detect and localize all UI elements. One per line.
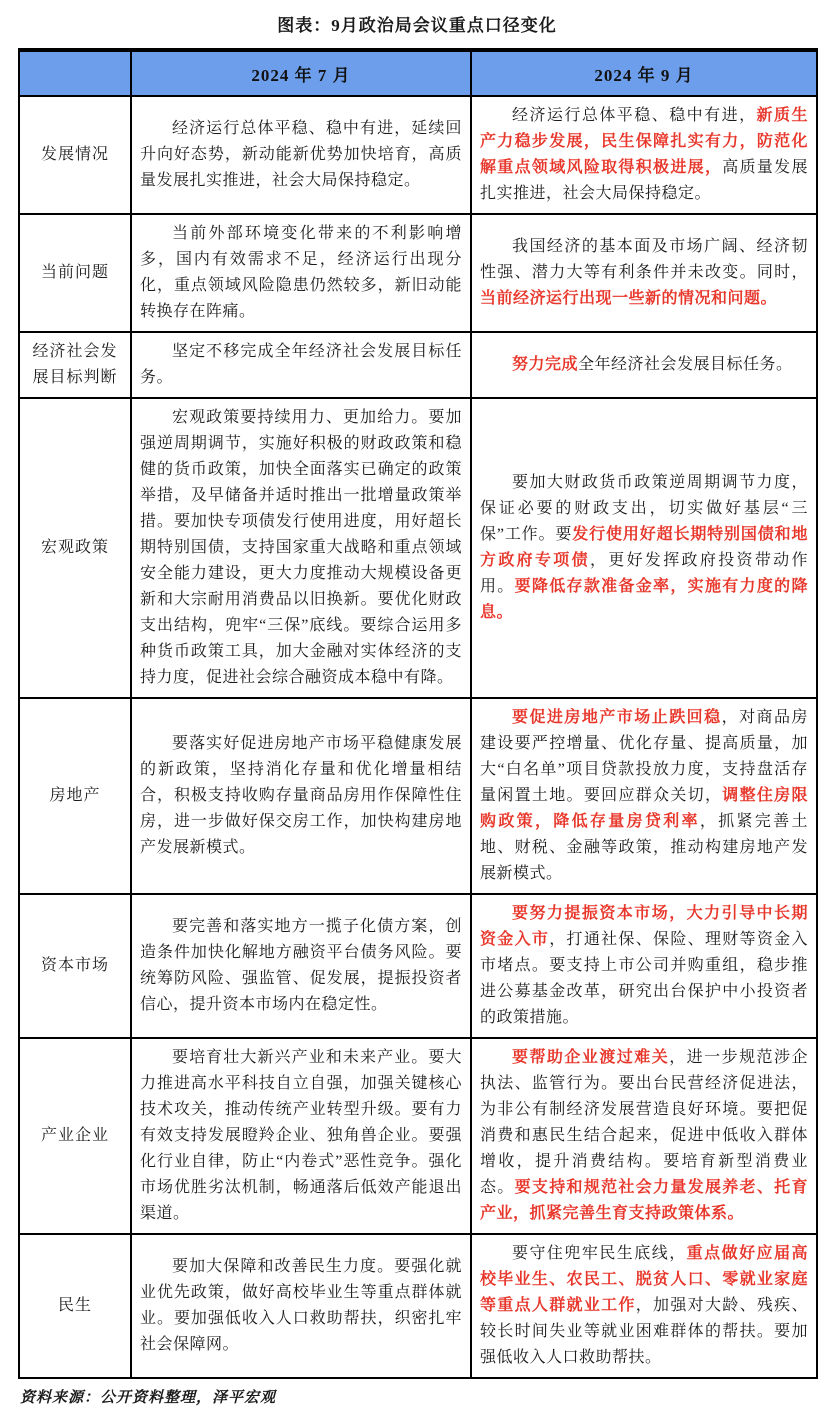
- plain-text: ，加强对大龄、残疾、较长时间失业等就业困难群体的帮扶。要加强低收入人口救助帮扶。: [480, 1297, 808, 1366]
- cell-september: [471, 96, 817, 214]
- cell-september: [471, 398, 817, 698]
- row-label: 经济社会发展目标判断: [19, 332, 131, 398]
- highlighted-text: 重点做好应届高校毕业生、农民工、脱贫人口、零就业家庭等重点人群就业工作: [480, 1245, 808, 1314]
- plain-text: 经济运行总体平稳、稳中有进，延续回升向好态势，新动能新优势加快培育，高质量发展扎实推进，社会大局保持稳定。: [140, 120, 462, 189]
- plain-text: 经济运行总体平稳、稳中有进，: [512, 107, 757, 124]
- plain-text: 我国经济的基本面及市场广阔、经济韧性强、潜力大等有利条件并未改变。同时，: [480, 238, 808, 281]
- table-row: [19, 398, 817, 698]
- row-label: 发展情况: [19, 96, 131, 214]
- highlighted-text: 要促进房地产市场止跌回稳: [512, 709, 722, 726]
- cell-september: [471, 1234, 817, 1378]
- highlighted-text: 要降低存款准备金率，实施有力度的降息。: [480, 578, 808, 621]
- plain-text: 全年经济社会发展目标任务。: [578, 356, 793, 373]
- plain-text: 宏观政策要持续用力、更加给力。要加强逆周期调节，实施好积极的财政政策和稳健的货币政策，加快全面落实已确定的政策举措，及早储备并适时推出一批增量政策举措。要加快专项债发行使用进度，用好超长期特别国债，支持国家重大战略和重点领域安全能力建设，更大力度推动大规模设备更新和大宗耐用消费品以旧换新。要优化财政支出结构，兜牢“三保”底线。要综合运用多种货币政策工具，加大金融对实体经济的支持力度，促进社会综合融资成本稳中有降。: [140, 409, 462, 686]
- plain-text: 要完善和落实地方一揽子化债方案，创造条件加快化解地方融资平台债务风险。要统筹防风险、强监管、促发展，提振投资者信心，提升资本市场内在稳定性。: [140, 918, 462, 1013]
- highlighted-text: 调整住房限购政策，降低存量房贷利率: [480, 787, 808, 830]
- table-body: [19, 96, 817, 1378]
- cell-july: [131, 96, 471, 214]
- source-note: 资料来源：公开资料整理，泽平宏观: [20, 1390, 277, 1406]
- table-row: [19, 894, 817, 1038]
- highlighted-text: 努力完成: [512, 356, 579, 373]
- header-cell-september: 2024 年 9 月: [471, 50, 817, 96]
- plain-text: ，更好发挥政府投资带动作用。: [480, 552, 808, 595]
- cell-september: [471, 894, 817, 1038]
- highlighted-text: 当前经济运行出现一些新的情况和问题。: [480, 290, 778, 307]
- cell-september: [471, 332, 817, 398]
- cell-september: [471, 214, 817, 332]
- table-row: [19, 1234, 817, 1378]
- plain-text: 要加大财政货币政策逆周期调节力度，保证必要的财政支出，切实做好基层“三保”工作。要: [480, 474, 808, 543]
- cell-july: [131, 332, 471, 398]
- cell-september-text: [480, 901, 808, 1031]
- cell-september: [471, 698, 817, 894]
- plain-text: ，打通社保、保险、理财等资金入市堵点。要支持上市公司并购重组，稳步推进公募基金改革，研究出台保护中小投资者的政策措施。: [480, 931, 808, 1026]
- plain-text: ，进一步规范涉企执法、监管行为。要出台民营经济促进法，为非公有制经济发展营造良好环境。要把促消费和惠民生结合起来，促进中低收入群体增收，提升消费结构。要培育新型消费业态。: [480, 1049, 808, 1196]
- cell-september-text: [480, 234, 808, 312]
- table-row: [19, 1038, 817, 1234]
- cell-july: [131, 214, 471, 332]
- plain-text: 要守住兜牢民生底线，: [512, 1245, 687, 1262]
- cell-july-text: [140, 1254, 462, 1358]
- table-row: [19, 96, 817, 214]
- table-row: [19, 332, 817, 398]
- page-title: 图表：9月政治局会议重点口径变化: [277, 16, 557, 35]
- row-label: 房地产: [19, 698, 131, 894]
- row-label: 产业企业: [19, 1038, 131, 1234]
- highlighted-text: 要支持和规范社会力量发展养老、托育产业，抓紧完善生育支持政策体系。: [480, 1179, 808, 1222]
- cell-july-text: [140, 405, 462, 691]
- cell-july-text: [140, 1045, 462, 1227]
- cell-september-text: [480, 103, 808, 207]
- highlighted-text: 要努力提振资本市场，大力引导中长期资金入市: [480, 905, 808, 948]
- row-label: 资本市场: [19, 894, 131, 1038]
- cell-july-text: [140, 914, 462, 1018]
- row-label: 宏观政策: [19, 398, 131, 698]
- cell-july-text: [140, 116, 462, 194]
- cell-september-text: [480, 352, 808, 378]
- highlighted-text: 发行使用好超长期特别国债和地方政府专项债: [480, 526, 808, 569]
- cell-july-text: [140, 339, 462, 391]
- cell-september-text: [480, 1241, 808, 1371]
- plain-text: ，对商品房建设要严控增量、优化存量、提高质量，加大“白名单”项目贷款投放力度，支持盘活存量闲置土地。要回应群众关切，: [480, 709, 808, 804]
- table-row: [19, 698, 817, 894]
- plain-text: 当前外部环境变化带来的不利影响增多，国内有效需求不足，经济运行出现分化，重点领域风险隐患仍然较多，新旧动能转换存在阵痛。: [140, 225, 462, 320]
- cell-september-text: [480, 705, 808, 887]
- cell-september: [471, 1038, 817, 1234]
- cell-july: [131, 698, 471, 894]
- comparison-table: [18, 48, 818, 1379]
- cell-july: [131, 1038, 471, 1234]
- cell-july: [131, 894, 471, 1038]
- cell-july: [131, 1234, 471, 1378]
- cell-july: [131, 398, 471, 698]
- cell-july-text: [140, 221, 462, 325]
- table-row: [19, 214, 817, 332]
- cell-july-text: [140, 731, 462, 861]
- plain-text: 要落实好促进房地产市场平稳健康发展的新政策，坚持消化存量和优化增量相结合，积极支持收购存量商品房用作保障性住房，进一步做好保交房工作，加快构建房地产发展新模式。: [140, 735, 462, 856]
- plain-text: 要培育壮大新兴产业和未来产业。要大力推进高水平科技自立自强，加强关键核心技术攻关，推动传统产业转型升级。要有力有效支持发展瞪羚企业、独角兽企业。要强化行业自律，防止“内卷式”恶性竞争。强化市场优胜劣汰机制，畅通落后低效产能退出渠道。: [140, 1049, 462, 1222]
- highlighted-text: 要帮助企业渡过难关: [512, 1049, 670, 1066]
- cell-september-text: [480, 470, 808, 626]
- header-cell-blank: [19, 50, 131, 96]
- plain-text: 高质量发展扎实推进，社会大局保持稳定。: [480, 159, 808, 202]
- cell-september-text: [480, 1045, 808, 1227]
- row-label: 当前问题: [19, 214, 131, 332]
- header-cell-july: 2024 年 7 月: [131, 50, 471, 96]
- plain-text: 要加大保障和改善民生力度。要强化就业优先政策，做好高校毕业生等重点群体就业。要加强低收入人口救助帮扶，织密扎牢社会保障网。: [140, 1258, 462, 1353]
- row-label: 民生: [19, 1234, 131, 1378]
- highlighted-text: 新质生产力稳步发展，民生保障扎实有力，防范化解重点领域风险取得积极进展，: [480, 107, 808, 176]
- header-row: [19, 50, 817, 96]
- plain-text: 坚定不移完成全年经济社会发展目标任务。: [140, 343, 462, 386]
- plain-text: ，抓紧完善土地、财税、金融等政策，推动构建房地产发展新模式。: [480, 813, 808, 882]
